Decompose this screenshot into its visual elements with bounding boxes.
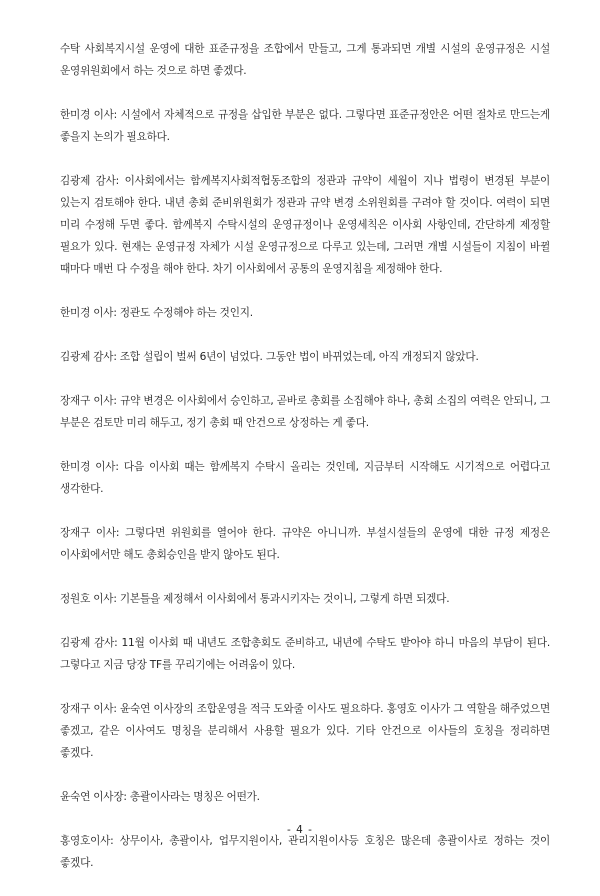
paragraph: 장재구 이사: 윤숙연 이사장의 조합운영을 적극 도와줄 이사도 필요하다. 홍영호 이사가 그 역할을 해주었으면 좋겠고, 같은 이사여도 명칭을 분리해서 사용할 필요가 있다. 기타 안건으로 이사들의 호칭을 정리하면 좋겠다. [60,703,550,759]
paragraph: 한미경 이사: 시설에서 자체적으로 규정을 삽입한 부분은 없다. 그렇다면 표준규정안은 어떤 절차로 만드는게 좋을지 논의가 필요하다. [60,109,550,143]
paragraph: 한미경 이사: 다음 이사회 때는 함께복지 수탁시 올리는 것인데, 지금부터 시작해도 시기적으로 어렵다고 생각한다. [60,461,550,495]
paragraph: 윤숙연 이사장: 총괄이사라는 명칭은 어떤가. [60,791,260,803]
paragraph: 장재구 이사: 그렇다면 위원회를 열어야 한다. 규약은 아니니까. 부설시설들의 운영에 대한 규정 제정은 이사회에서만 해도 총회승인을 받지 않아도 된다. [60,527,550,561]
paragraph: 김광제 감사: 11월 이사회 때 내년도 조합총회도 준비하고, 내년에 수탁도 받아야 하니 마음의 부담이 된다. 그렇다고 지금 당장 TF를 꾸리기에는 어려움이 있다. [60,637,550,671]
paragraph: 김광제 감사: 이사회에서는 함께복지사회적협동조합의 정관과 규약이 세월이 지나 법령이 변경된 부분이 있는지 검토해야 한다. 내년 총회 준비위원회가 정관과 규약 변경 소위원회를 구려야 할 것이다. 여력이 되면 미리 수정해 두면 좋다. 함께복지 수탁시설의 운영규정이나 운영세칙은 이사회 사항인데, 간단하게 제정할 필요가 있다. 현재는 운영규정 자체가 시설 운영규정으로 다루고 있는데, 그러면 개별 시설들이 지침이 바뀔 때마다 매번 다 수정을 해야 한다. 차기 이사회에서 공통의 운영지침을 제정해야 한다. [60,175,550,275]
paragraph: 수탁 사회복지시설 운영에 대한 표준규정을 조합에서 만들고, 그게 통과되면 개별 시설의 운영규정은 시설 운영위원회에서 하는 것으로 하면 좋겠다. [60,43,550,77]
paragraph: 정원호 이사: 기본틀을 제정해서 이사회에서 통과시키자는 것이니, 그렇게 하면 되겠다. [60,593,450,605]
paragraph: 장재구 이사: 규약 변경은 이사회에서 승인하고, 곧바로 총회를 소집해야 하나, 총회 소집의 여력은 안되니, 그 부분은 검토만 미리 해두고, 정기 총회 때 안건으로 상정하는 게 좋다. [60,395,550,429]
page-number: - 4 - [287,824,313,836]
meeting-minutes-body [60,38,550,896]
paragraph: 한미경 이사: 정관도 수정해야 하는 것인지. [60,307,253,319]
paragraph: 김광제 감사: 조합 설립이 벌써 6년이 넘었다. 그동안 법이 바뀌었는데, 아직 개정되지 않았다. [60,351,479,363]
paragraph: 홍영호이사: 상무이사, 총괄이사, 업무지원이사, 관리지원이사등 호칭은 많은데 총괄이사로 정하는 것이 좋겠다. [60,835,550,869]
